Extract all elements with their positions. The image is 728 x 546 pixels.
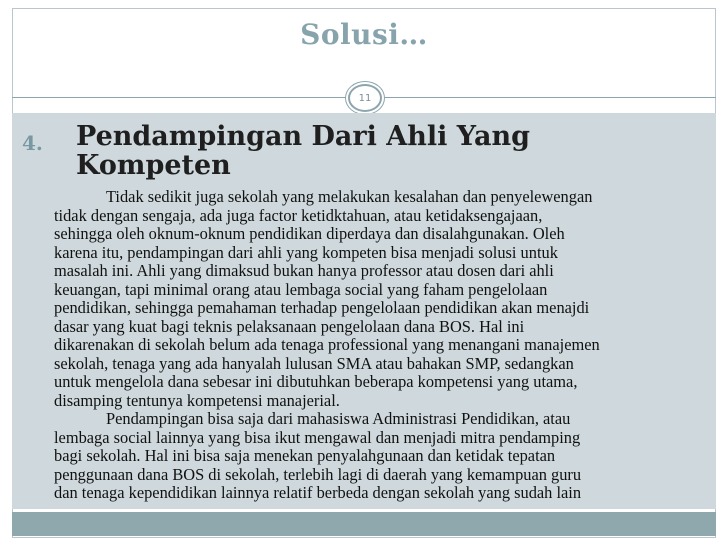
body-line: pendidikan, sehingga pemahaman terhadap pengelolaan pendidikan akan menajdi [54, 298, 590, 317]
body-line: karena itu, pendampingan dari ahli yang kompeten bisa menjadi solusi untuk [54, 242, 558, 262]
heading-line: Pendampingan Dari Ahli Yang [76, 121, 530, 152]
body-line: penggunaan dana BOS di sekolah, terlebih lagi di daerah yang kemampuan guru [54, 464, 582, 484]
body-line: untuk mengelola dana sebesar ini dibutuhkan beberapa kompetensi yang utama, [54, 372, 578, 391]
body-line: tidak dengan sengaja, ada juga factor ketidktahuan, atau ketidaksengajaan, [54, 205, 543, 225]
heading-line: Kompeten [76, 150, 231, 181]
body-line: dan tenaga kependidikan lainnya relatif berbeda dengan sekolah yang sudah lain [54, 483, 582, 502]
heading-number: 4. [22, 131, 43, 155]
slide-number-badge: 11 [348, 84, 382, 112]
footer-band [12, 512, 716, 536]
body-line: Pendampingan bisa saja dari mahasiswa Administrasi Pendidikan, atau [106, 409, 571, 428]
body-line: sehingga oleh oknum-oknum pendidikan diperdaya dan disalahgunakan. Oleh [54, 224, 565, 243]
body-line: disamping tentunya kompetensi manajerial. [54, 390, 340, 410]
body-line: sekolah, tenaga yang ada hanyalah lulusan SMA atau bahakan SMP, sedangkan [54, 353, 574, 373]
body-line: Tidak sedikit juga sekolah yang melakukan kesalahan dan penyelewengan [106, 187, 593, 206]
body-line: masalah ini. Ahli yang dimaksud bukan hanya professor atau dosen dari ahli [54, 261, 554, 280]
body-text [54, 188, 702, 503]
body-line: dasar yang kuat bagi teknis pelaksanaan pengelolaan dana BOS. Hal ini [54, 316, 525, 336]
body-line: lembaga social lainnya yang bisa ikut mengawal dan menjadi mitra pendamping [54, 427, 581, 447]
slide-title: Solusi… [300, 18, 428, 51]
body-line: dikarenakan di sekolah belum ada tenaga professional yang menangani manajemen [54, 335, 600, 354]
section-heading [76, 122, 676, 180]
body-line: keuangan, tapi minimal orang atau lembaga social yang faham pengelolaan [54, 279, 548, 299]
body-line: bagi sekolah. Hal ini bisa saja menekan penyalahgunaan dan ketidak tepatan [54, 446, 556, 465]
